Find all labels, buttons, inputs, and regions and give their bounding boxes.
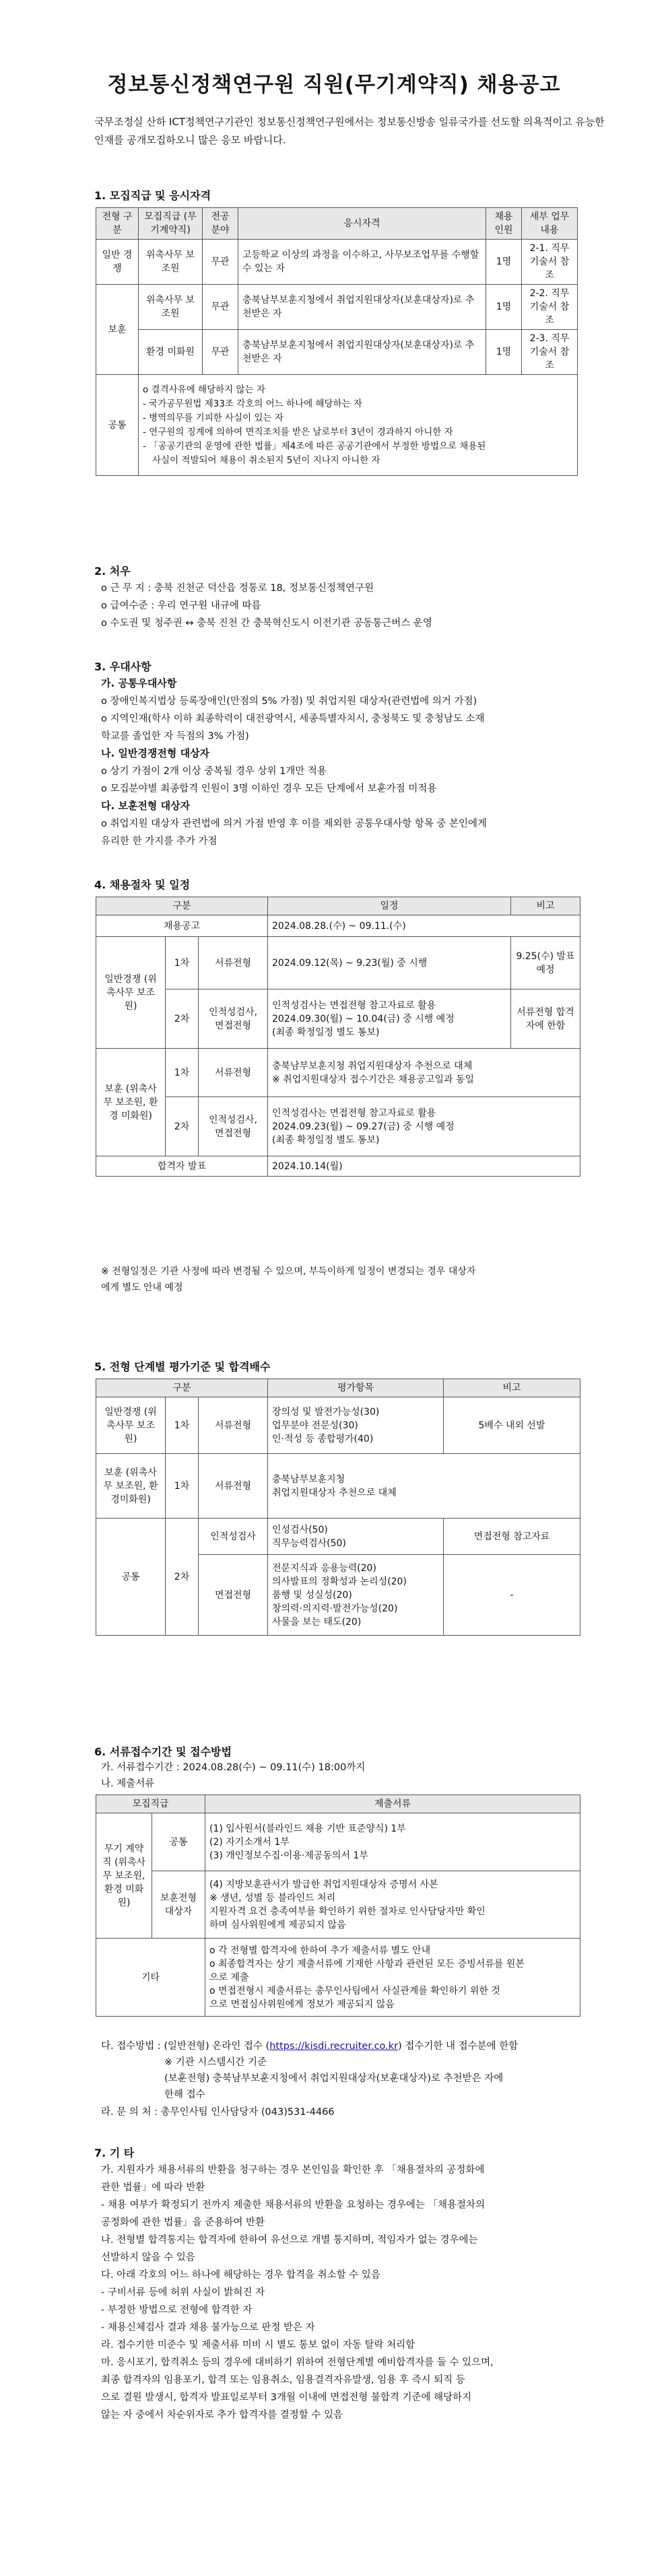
schedule-note: 에게 별도 안내 예정 <box>101 1282 183 1293</box>
preference-line: o 장애인복지법상 등록장애인(만점의 5% 가점) 및 취업지원 대상자(관련법에 의거 가점) <box>101 696 477 707</box>
document-line: 하며 심사위원에게 제공되지 않음 <box>209 1919 346 1930</box>
documents-table <box>96 1795 580 2017</box>
section-1-heading: 1. 모집직급 및 응시자격 <box>94 189 211 202</box>
cell-step: 2차 <box>166 989 199 1049</box>
cell-general-label: 일반경쟁 (위촉사무 보조원) <box>96 937 166 1049</box>
qualification-table <box>96 207 578 476</box>
cell-remark: 5배수 내외 선발 <box>444 1397 580 1454</box>
cell-veteran-label: 보훈 (위촉사무 보조원, 환경 미화원) <box>96 1049 166 1156</box>
cell-step: 1차 <box>166 1454 199 1519</box>
document-line: 지원자격 요건 충족여부를 확인하기 위한 절차로 인사담당자만 확인 <box>209 1906 486 1917</box>
cell-remark: 면접전형 참고자료 <box>444 1519 580 1555</box>
th-position: 모집직급 (무기계약직) <box>139 208 203 240</box>
misc-line: 공정화에 관한 법률」을 준용하여 반환 <box>101 2217 265 2228</box>
common-line: - 연구원의 징계에 의하여 면직조치를 받은 날로부터 3년이 경과하지 아니한 자 <box>143 426 453 438</box>
subsection-heading: 다. 보훈전형 대상자 <box>101 800 191 812</box>
method-line: (보훈전형) 충북남부보훈지청에서 취업지원대상자(보훈대상자)로 추천받은 자에 <box>164 2073 504 2084</box>
documents-label: 나. 제출서류 <box>101 1778 155 1789</box>
item-line: 업무분야 전문성(30) <box>272 1420 358 1431</box>
item-line: 인·적성 등 종합평가(40) <box>272 1433 374 1444</box>
document-line: (1) 입사원서(블라인드 채용 기반 표준양식) 1부 <box>209 1823 406 1834</box>
cell-major: 무관 <box>203 240 238 285</box>
item-line: 품행 및 성실성(20) <box>272 1589 352 1601</box>
item-line: 창의력·의지력·발전가능성(20) <box>272 1603 398 1614</box>
common-line: o 결격사유에 해당하지 않는 자 <box>143 384 265 395</box>
cell-major: 무관 <box>203 285 238 330</box>
cell-type: 일반 경쟁 <box>96 240 139 285</box>
section-6-heading: 6. 서류접수기간 및 접수방법 <box>94 1745 232 1758</box>
cell-kind: 서류전형 <box>199 1049 268 1097</box>
th-category: 구분 <box>96 897 268 915</box>
misc-line: 나. 전형별 합격통지는 합격자에 한하여 유선으로 개별 통지하며, 적임자가 없는 경우에는 <box>101 2235 478 2246</box>
th-major: 전공 분야 <box>203 208 238 240</box>
misc-line: 최종 합격자의 임용포기, 합격 또는 임용취소, 임용결격자유발생, 임용 후 즉시 퇴직 등 <box>101 2375 465 2386</box>
table-row <box>96 330 578 375</box>
cell-qualification: 충북남부보훈지청에서 취업지원대상자(보훈대상자)로 추천받은 자 <box>238 330 486 375</box>
preference-line: 유리한 한 가지를 추가 가점 <box>101 836 218 847</box>
misc-line: 선발하지 않을 수 있음 <box>101 2252 195 2263</box>
schedule-line: 2024.09.23(월) ~ 09.27(금) 중 시행 예정 <box>272 1121 455 1132</box>
cell-count: 1명 <box>486 285 522 330</box>
cell-veteran-label: 보훈 (위촉사무 보조원, 환경미화원) <box>96 1454 166 1519</box>
cell-common-qualifications <box>139 375 578 476</box>
th-detail: 세부 업무내용 <box>522 208 578 240</box>
cell-documents <box>205 1939 580 2017</box>
common-line: - 국가공무원법 제33조 각호의 어느 하나에 해당하는 자 <box>143 398 362 409</box>
document-line: o 면접전형시 제출서류는 총무인사팀에서 사실관계를 확인하기 위한 것 <box>209 1985 500 1996</box>
document-line: 으로 면접심사위원에게 정보가 제공되지 않음 <box>209 1998 395 2010</box>
application-period: 가. 서류접수기간 : 2024.08.28(수) ~ 09.11(수) 18:00까지 <box>101 1762 366 1773</box>
preference-line: o 모집분야별 최종합격 인원이 3명 이하인 경우 모든 단계에서 보훈가점 미적용 <box>101 784 437 794</box>
section-7-heading: 7. 기 타 <box>94 2147 135 2159</box>
page-title: 정보통신정책연구원 직원(무기계약직) 채용공고 <box>107 73 561 97</box>
item-line: 인성검사(50) <box>272 1524 328 1535</box>
document-line: o 최종합격자는 상기 제출서류에 기재한 사항과 관련된 모든 증빙서류를 원본 <box>209 1958 525 1970</box>
cell-post-date: 2024.08.28.(수) ~ 09.11.(수) <box>268 915 580 937</box>
th-items: 평가항목 <box>268 1379 444 1397</box>
cell-schedule <box>268 1049 580 1097</box>
common-line: 사실이 적발되어 채용이 취소된지 5년이 지나지 아니한 자 <box>152 454 380 466</box>
common-line: - 병역의무를 기피한 사실이 있는 자 <box>143 412 283 423</box>
cell-documents <box>205 1813 580 1871</box>
preference-line: o 취업지원 대상자 관련법에 의거 가점 반영 후 이를 제외한 공통우대사항 항목 중 본인에게 <box>101 819 488 829</box>
th-documents: 제출서류 <box>205 1795 580 1813</box>
cell-kind: 서류전형 <box>199 937 268 989</box>
section-3-heading: 3. 우대사항 <box>94 660 152 673</box>
cell-etc-label: 기타 <box>96 1939 205 2017</box>
misc-line: - 부정한 방법으로 전형에 합격한 자 <box>101 2305 253 2316</box>
schedule-line: 인적성검사는 면접전형 참고자료로 활용 <box>272 1107 436 1119</box>
cell-kind: 서류전형 <box>199 1454 268 1519</box>
evaluation-table <box>96 1379 580 1636</box>
item-line: 사물을 보는 태도(20) <box>272 1616 362 1628</box>
cell-kind: 인적성검사, 면접전형 <box>199 1097 268 1156</box>
cell-post-label: 채용공고 <box>96 915 268 937</box>
cell-position: 위촉사무 보조원 <box>139 240 203 285</box>
cell-detail: 2-2. 직무기술서 참조 <box>522 285 578 330</box>
subsection-heading: 가. 공통우대사항 <box>101 677 177 689</box>
schedule-line: (최종 확정일정 별도 통보) <box>272 1134 380 1146</box>
th-type: 전형 구분 <box>96 208 139 240</box>
section-4-heading: 4. 채용절차 및 일정 <box>94 878 191 891</box>
th-category: 구분 <box>96 1379 268 1397</box>
cell-major: 무관 <box>203 330 238 375</box>
misc-line: 않는 자 중에서 차순위자로 추가 합격자를 결정할 수 있음 <box>101 2410 343 2421</box>
preference-line: o 상기 가점이 2개 이상 중복될 경우 상위 1개만 적용 <box>101 766 327 777</box>
section-5-heading: 5. 전형 단계별 평가기준 및 합격배수 <box>94 1360 271 1373</box>
item-line: 전문지식과 응용능력(20) <box>272 1562 376 1574</box>
section-2-heading: 2. 처우 <box>94 565 131 578</box>
contact-info: 라. 문 의 처 : 총무인사팀 인사담당자 (043)531-4466 <box>101 2107 335 2118</box>
cell-step: 1차 <box>166 937 199 989</box>
benefit-line: o 급여수준 : 우리 연구원 내규에 따름 <box>101 600 261 611</box>
cell-step: 1차 <box>166 1397 199 1454</box>
cell-items <box>268 1555 444 1636</box>
schedule-line: ※ 취업지원대상자 접수기간은 채용공고일과 동일 <box>272 1074 475 1085</box>
item-line: 의사발표의 정확성과 논리성(20) <box>272 1576 407 1587</box>
cell-qualification: 고등학교 이상의 과정을 이수하고, 사무보조업무를 수행할 수 있는 자 <box>238 240 486 285</box>
cell-detail: 2-1. 직무기술서 참조 <box>522 240 578 285</box>
benefit-line: o 수도권 및 청주권 ↔ 충북 진천 간 충북혁신도시 이전기관 공동통근버스 운영 <box>101 618 432 629</box>
item-line: 취업지원대상자 추천으로 대체 <box>272 1487 397 1498</box>
cell-common-label: 공통 <box>96 375 139 476</box>
cell-position: 위촉사무 보조원 <box>139 285 203 330</box>
cell-type: 보훈 <box>96 285 139 375</box>
cell-kind: 서류전형 <box>199 1397 268 1454</box>
item-line: 충북남부보훈지청 <box>272 1473 345 1485</box>
cell-final-date: 2024.10.14(월) <box>268 1156 580 1177</box>
cell-remark: 서류전형 합격자에 한함 <box>511 989 580 1049</box>
subsection-heading: 나. 일반경쟁전형 대상자 <box>101 747 210 759</box>
document-line: (4) 지방보훈관서가 발급한 취업지원대상자 증명서 사본 <box>209 1879 438 1890</box>
item-line: 직무능력검사(50) <box>272 1537 346 1549</box>
item-line: 장의성 및 발전가능성(30) <box>272 1406 380 1418</box>
cell-qualification: 충북남부보훈지청에서 취업지원대상자(보훈대상자)로 추천받은 자 <box>238 285 486 330</box>
document-line: 으로 제출 <box>209 1972 249 1983</box>
schedule-table <box>96 897 580 1177</box>
cell-count: 1명 <box>486 240 522 285</box>
th-qualification: 응시자격 <box>238 208 486 240</box>
misc-line: 으로 결원 발생시, 합격자 발표일로부터 3개월 이내에 면접전형 불합격 기준에 해당하지 <box>101 2392 472 2403</box>
th-schedule: 일정 <box>268 897 511 915</box>
th-position: 모집직급 <box>96 1795 205 1813</box>
cell-schedule: 2024.09.12(목) ~ 9.23(월) 중 시행 <box>268 937 511 989</box>
document-line: o 각 전형별 합격자에 한하여 추가 제출서류 별도 안내 <box>209 1945 431 1956</box>
th-count: 채용 인원 <box>486 208 522 240</box>
schedule-line: 충북남부보훈지청 취업지원대상자 추천으로 대체 <box>272 1060 473 1072</box>
cell-count: 1명 <box>486 330 522 375</box>
document-line: (3) 개인정보수집·이용·제공동의서 1부 <box>209 1850 368 1861</box>
document-line: ※ 생년, 성별 등 블라인드 처리 <box>209 1892 336 1904</box>
recruit-link[interactable]: https://kisdi.recruiter.co.kr <box>269 2041 399 2052</box>
misc-line: - 채용신체검사 결과 채용 불가능으로 판정 받은 자 <box>101 2322 315 2333</box>
document-line: (2) 자기소개서 1부 <box>209 1836 290 1848</box>
misc-line: 가. 지원자가 채용서류의 반환을 청구하는 경우 본인임을 확인한 후 「채용절차의 공정화에 <box>101 2165 485 2175</box>
misc-line: - 채용 여부가 확정되기 전까지 제출한 채용서류의 반환을 요청하는 경우에는 「채용절차의 <box>101 2200 486 2211</box>
common-line: - 「공공기관의 운영에 관한 법률」제4조에 따른 공공기관에서 부정한 방법으로 채용된 <box>143 440 486 452</box>
cell-veteran-label: 보훈전형 대상자 <box>152 1871 205 1939</box>
table-row <box>96 375 578 476</box>
cell-general-label: 일반경쟁 (위촉사무 보조원) <box>96 1397 166 1454</box>
misc-line: 다. 아래 각호의 어느 하나에 해당하는 경우 합격을 취소할 수 있음 <box>101 2270 380 2281</box>
cell-position: 환경 미화원 <box>139 330 203 375</box>
benefit-line: o 근 무 지 : 충북 진천군 덕산읍 정통로 18, 정보통신정책연구원 <box>101 583 374 594</box>
cell-documents <box>205 1871 580 1939</box>
method-line: ※ 기관 시스템시간 기준 <box>164 2057 267 2068</box>
misc-line: - 구비서류 등에 허위 사실이 밝혀진 자 <box>101 2287 265 2298</box>
method-line: 한해 접수 <box>164 2089 205 2100</box>
misc-line: 마. 응시포기, 합격취소 등의 경우에 대비하기 위하여 전형단계별 예비합격자를 둘 수 있으며, <box>101 2357 494 2368</box>
application-method <box>101 2038 518 2054</box>
table-row <box>96 285 578 330</box>
cell-kind: 인적성검사, 면접전형 <box>199 989 268 1049</box>
cell-detail: 2-3. 직무기술서 참조 <box>522 330 578 375</box>
cell-remark: 9.25(수) 발표 예정 <box>511 937 580 989</box>
cell-kind: 인적성검사 <box>199 1519 268 1555</box>
cell-common-label: 공통 <box>152 1813 205 1871</box>
schedule-note: ※ 전형일정은 기관 사정에 따라 변경될 수 있으며, 부득이하게 일정이 변경되는 경우 대상자 <box>101 1266 476 1277</box>
table-row <box>96 240 578 285</box>
schedule-line: 2024.09.30(월) ~ 10.04(금) 중 시행 예정 <box>272 1013 455 1024</box>
misc-line: 라. 접수기한 미준수 및 제출서류 미비 시 별도 통보 없이 자동 탈락 처리함 <box>101 2340 415 2351</box>
misc-line: 관한 법률」에 따라 반환 <box>101 2182 205 2193</box>
schedule-line: 인적성검사는 면접전형 참고자료로 활용 <box>272 1000 436 1011</box>
intro-paragraph: 국무조정실 산하 ICT정책연구기관인 정보통신정책연구원에서는 정보통신방송 일류국가를 선도할 의욕적이고 유능한 인재를 공개모집하오니 많은 응모 바랍니다. <box>94 116 605 146</box>
cell-schedule <box>268 989 511 1049</box>
cell-step: 2차 <box>166 1519 199 1636</box>
cell-step: 2차 <box>166 1097 199 1156</box>
cell-step: 1차 <box>166 1049 199 1097</box>
cell-kind: 면접전형 <box>199 1555 268 1636</box>
preference-line: 학교를 졸업한 자 득점의 3% 가점) <box>101 731 249 742</box>
schedule-line: (최종 확정일정 별도 통보) <box>272 1026 380 1038</box>
cell-schedule <box>268 1097 580 1156</box>
th-remark: 비고 <box>444 1379 580 1397</box>
cell-items <box>268 1397 444 1454</box>
method-text: 다. 접수방법 : (일반전형) 온라인 접수 ( <box>101 2041 270 2052</box>
th-remark: 비고 <box>511 897 580 915</box>
cell-items <box>268 1454 580 1519</box>
preference-line: o 지역인재(학사 이하 최종학력이 대전광역시, 세종특별자치시, 충청북도 및 충청남도 소재 <box>101 713 485 724</box>
cell-final-label: 합격자 발표 <box>96 1156 268 1177</box>
cell-items <box>268 1519 444 1555</box>
cell-remark: - <box>444 1555 580 1636</box>
method-text: ) 접수기한 내 접수분에 한함 <box>398 2041 519 2052</box>
cell-common-label: 공통 <box>96 1519 166 1636</box>
cell-position-label: 무기 계약직 (위촉사무 보조원, 환경 미화원) <box>96 1813 152 1939</box>
